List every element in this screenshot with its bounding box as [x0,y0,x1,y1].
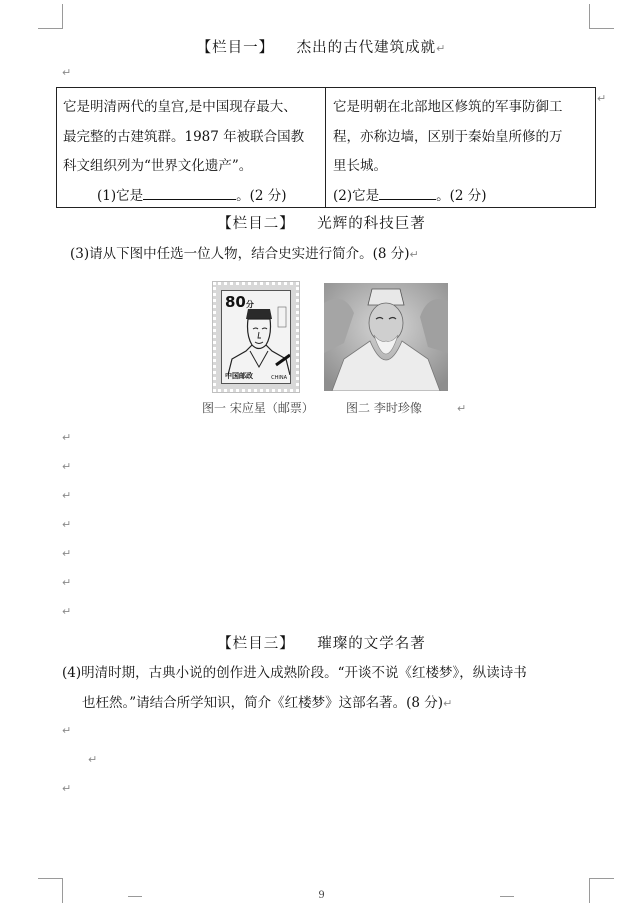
paragraph-mark: ↵ [62,431,72,444]
section1-table [56,87,596,208]
paragraph-mark: ↵ [443,697,453,710]
paragraph-mark: ↵ [88,753,98,766]
paragraph-mark: ↵ [62,489,72,502]
stamp-inner [221,290,291,384]
left-line-3: 科文组织列为“世界文化遗产”。 [63,158,253,174]
question-1-suffix: 。(2 分) [236,188,287,204]
stamp-portrait [226,305,290,375]
right-line-3: 里长城。 [333,158,387,174]
question-4-line-2 [82,691,452,711]
question-1 [97,184,287,204]
table-cell-right [327,88,595,207]
question-4-line-2-text: 也枉然。”请结合所学知识，简介《红楼梦》这部名著。(8 分) [82,695,444,711]
paragraph-mark: ↵ [62,66,72,79]
page-number: 9 [318,890,325,901]
question-3-text: (3)请从下图中任选一位人物，结合史实进行简介。(8 分) [70,246,410,262]
answer-blank-2[interactable] [379,186,436,200]
stamp-value-number: 80 [225,293,246,311]
figure1-caption: 图一 宋应星（邮票） [202,401,314,415]
section2-heading-subtitle: 光辉的科技巨著 [317,216,426,232]
section3-heading-title: 【栏目三】 [217,636,295,652]
table-cell-left [57,88,326,207]
stamp-country: 中国邮政 [225,372,253,380]
question-1-prefix: (1)它是 [97,188,144,204]
question-4-line-1: (4)明清时期，古典小说的创作进入成熟阶段。“开谈不说《红楼梦》，纵读诗书 [62,665,527,681]
section1-heading [0,36,643,57]
section3-heading-subtitle: 璀璨的文学名著 [317,636,426,652]
paragraph-mark: ↵ [436,42,447,55]
paragraph-mark: ↵ [62,724,72,737]
crop-mark-top-left [38,4,63,29]
question-3 [70,242,419,262]
question-2 [333,184,487,204]
paragraph-mark: ↵ [457,402,467,415]
stamp-country-en: CHINA [271,375,287,381]
figure2-photo [324,283,448,391]
figure1-stamp [213,282,299,392]
left-line-2: 最完整的古建筑群。1987 年被联合国教 [63,129,305,145]
section1-heading-subtitle: 杰出的古代建筑成就 [296,40,437,56]
paragraph-mark: ↵ [409,248,419,261]
right-line-2: 程，亦称边墙，区别于秦始皇所修的万 [333,129,563,145]
section3-heading [0,632,643,653]
answer-blank-1[interactable] [143,186,236,200]
paragraph-mark: ↵ [62,547,72,560]
left-line-1: 它是明清两代的皇宫,是中国现存最大、 [63,99,297,115]
paragraph-mark: ↵ [62,782,72,795]
paragraph-mark: ↵ [62,605,72,618]
figure2-caption: 图二 李时珍像 [346,401,422,415]
paragraph-mark: ↵ [62,518,72,531]
paragraph-mark: ↵ [62,576,72,589]
crop-mark-top-right [589,4,614,29]
question-2-prefix: (2)它是 [333,188,380,204]
question-2-suffix: 。(2 分) [436,188,487,204]
section2-heading-title: 【栏目二】 [217,216,295,232]
section1-heading-title: 【栏目一】 [196,40,275,56]
right-line-1: 它是明朝在北部地区修筑的军事防御工 [333,99,563,115]
paragraph-mark: ↵ [597,92,607,105]
stamp-value-unit: 分 [245,300,254,309]
section2-heading [0,212,643,233]
paragraph-mark: ↵ [62,460,72,473]
photo-portrait [324,283,448,391]
